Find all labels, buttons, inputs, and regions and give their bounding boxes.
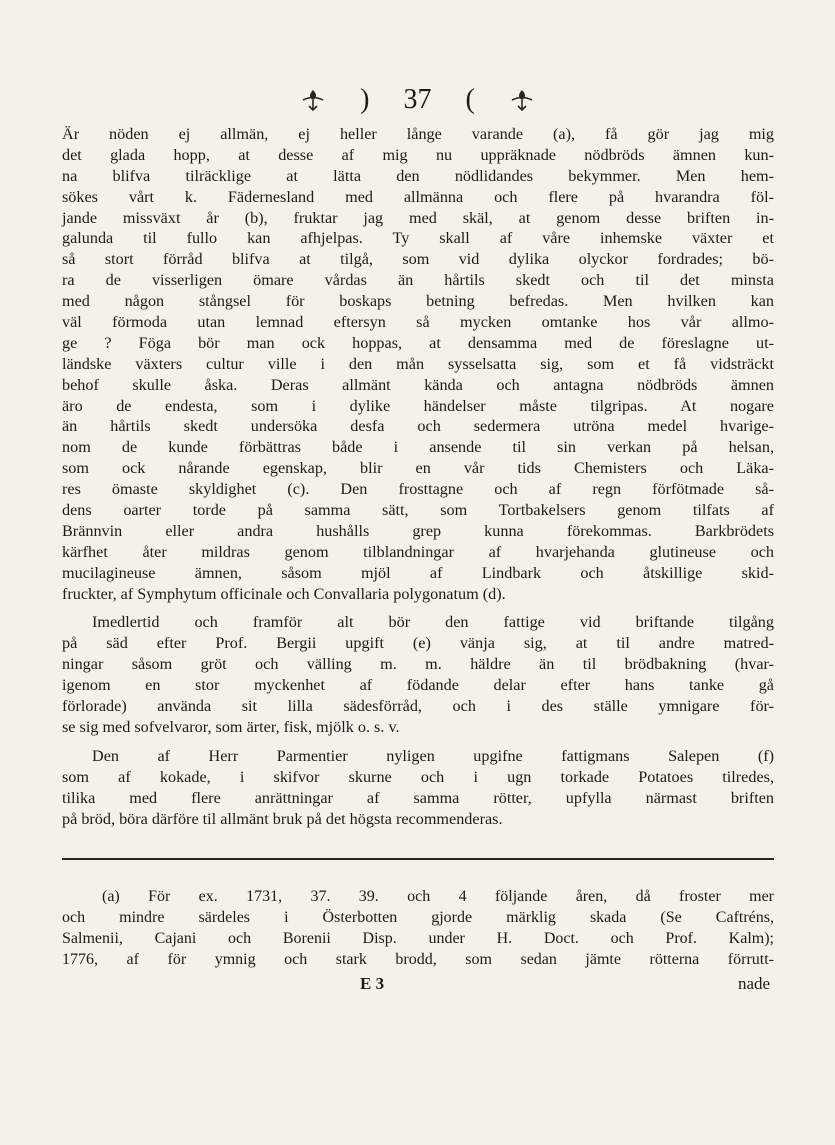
text-line: som af kokade, i skifvor skurne och i ugn torkade Potatoes tilredes,: [62, 767, 774, 786]
paragraph-gap: [62, 738, 774, 746]
header-right-paren: (: [465, 84, 475, 115]
text-line: det glada hopp, at desse af mig nu uppräknade nödbröds ämnen kun-: [62, 145, 774, 164]
text-line: äro de endesta, som i dylike händelser måste tilgripas. At nogare: [62, 396, 774, 415]
text-line: dens oarter torde på samma sätt, som Tortbakelsers genom tilfats af: [62, 501, 774, 520]
page-number: 37: [403, 84, 432, 115]
text-line: fruckter, af Symphytum officinale och Convallaria polygonatum (d).: [62, 584, 506, 603]
catchword: nade: [738, 974, 771, 993]
paragraph: [62, 612, 774, 737]
signature-mark: E 3: [360, 974, 385, 993]
paragraph-gap: [62, 604, 774, 612]
text-line: som ock nårandе egenskap, blir en vår tids Chemisters och Läka-: [62, 459, 774, 478]
text-line: förlorade) använda sit lilla sädesförråd, och i des ställe ymnigare för-: [62, 697, 774, 716]
text-line: nom de kunde förbättras både i ansende til sin verkan på helsan,: [62, 438, 774, 457]
right-ornament-icon: [509, 87, 535, 113]
footnote-block: [62, 886, 774, 970]
text-line: Brännvin eller andra hushålls grep kunna förekommas. Barkbrödets: [62, 521, 774, 540]
text-line: igenom en stor myckenhet af födande delar efter hans tanke gå: [62, 676, 774, 695]
footnote-line: Salmenii, Cajani och Borenii Disp. under H. Doct. och Prof. Kalm);: [62, 930, 774, 947]
text-line: ländske växters cultur ville i den mån sysselsatta sig, som et få vidsträckt: [62, 354, 774, 373]
left-ornament-icon: [300, 87, 326, 113]
text-line: på bröd, böra därföre til allmänt bruk på det högsta recommenderas.: [62, 809, 503, 828]
text-line: galunda til fullo kan afhjelpas. Ty skall af våre inhemske växter et: [62, 229, 774, 248]
text-line: res ömaste skyldighet (c). Den frosttagne och af regn förfötmade så-: [62, 480, 774, 499]
text-line: sökes vårt k. Fädernesland med allmänna och flere på hvarandra föl-: [62, 187, 774, 206]
footnote-line: (a) För ex. 1731, 37. 39. och 4 följande åren, då froster mer: [102, 888, 774, 905]
paragraph: [62, 746, 774, 830]
footnote-line: och mindre särdeles i Österbotten gjorde märklig skada (Se Caftréns,: [62, 909, 774, 926]
text-line: jande missväxt år (b), fruktar jag med skäl, at genom desse briften in-: [62, 208, 774, 227]
text-line: ra de visserligen ömare vårdas än hårtils skedt och til det minsta: [62, 271, 774, 290]
text-line: ge ? Föga bör man ock hoppas, at densamma med de föreslagne ut-: [62, 333, 774, 352]
text-line: behof skulle åska. Deras allmänt kända och antagna nödbröds ämnen: [62, 375, 774, 394]
text-line: på säd efter Prof. Bergii upgift (e) vänja sig, at til andre matred-: [62, 634, 774, 653]
footnote-divider: [62, 858, 774, 860]
text-line: se sig med sofvelvaror, som ärter, fisk, mjölk o. s. v.: [62, 717, 400, 736]
text-line: na blifva tilräcklige at lätta den nödlidandes bekymmer. Men hem-: [62, 166, 774, 185]
text-line: med någon stångsel för boskaps betning befredas. Men hvilken kan: [62, 292, 774, 311]
text-line: Imedlertid och framför alt bör den fattige vid briftande tilgång: [92, 613, 774, 632]
text-line: ningar såsom gröt och välling m. m. häldre än til brödbakning (hvar-: [62, 655, 774, 674]
text-line: än hårtils skedt undersöka desfa och sedermera utröna medel hvarige-: [62, 417, 774, 436]
text-line: så stort förråd blifva at tilgå, som vid dylika olyckor fordrades; bö-: [62, 250, 774, 269]
page-header: [0, 84, 835, 116]
text-line: väl förmoda utan lemnad eftersyn så mycken omtanke hos vår allmo-: [62, 313, 774, 332]
text-line: Den af Herr Parmentier nyligen upgifne fattigmans Salepen (f): [92, 746, 774, 765]
paragraph: [62, 124, 774, 604]
main-text: [62, 124, 774, 829]
text-line: Är nöden ej allmän, ej heller långe varande (a), få gör jag mig: [62, 125, 774, 143]
text-line: mucilagineuse ämnen, såsom mjöl af Lindbark och åtskillige skid-: [62, 563, 774, 582]
footnote-line: 1776, af för ymnig och stark brodd, som sedan jämte rötterna förrutt-: [62, 951, 774, 968]
text-line: kärfhet åter mildras genom tilblandningar af hvarjehanda glutineuse och: [62, 542, 774, 561]
text-line: tilika med flere anrättningar af samma rötter, upfylla närmast briften: [62, 788, 774, 807]
header-left-paren: ): [360, 84, 370, 115]
